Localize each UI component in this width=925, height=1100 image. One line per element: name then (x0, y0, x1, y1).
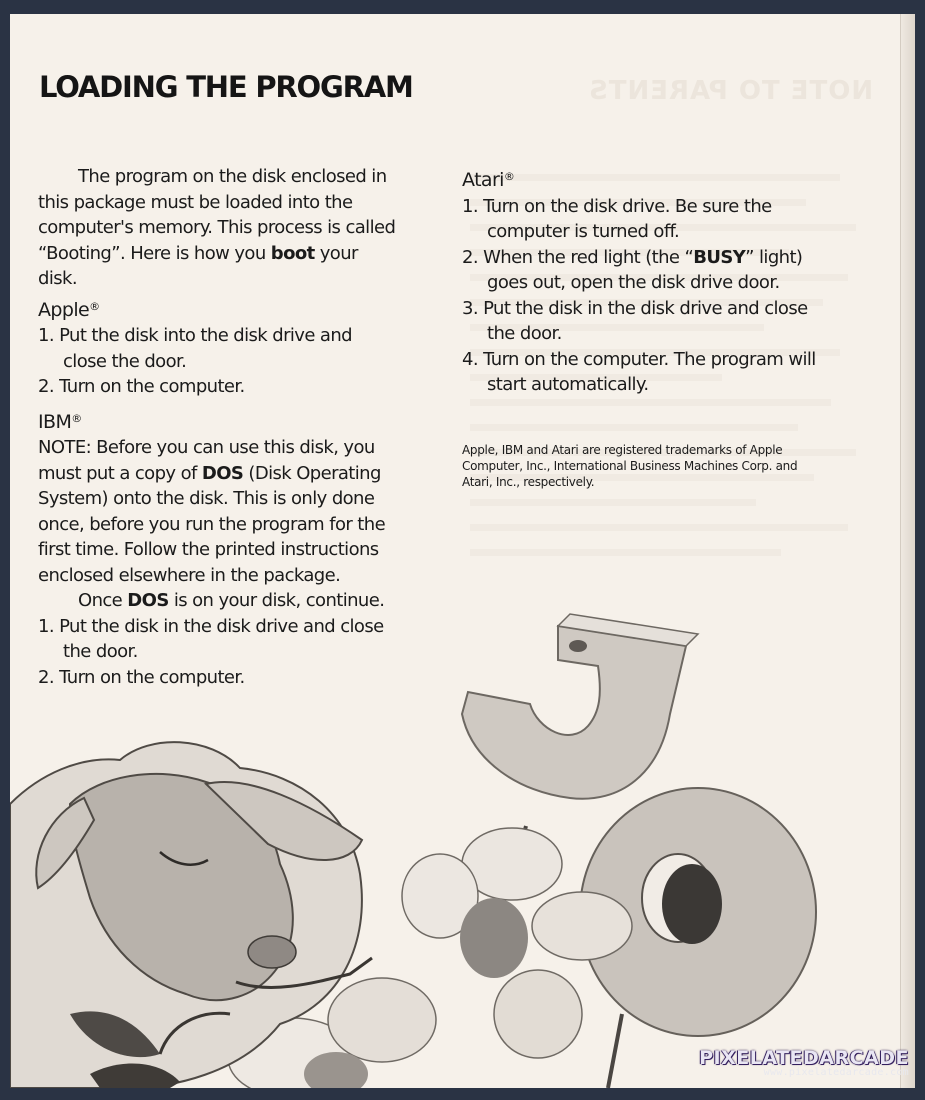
intro-text-end: your disk. (38, 242, 358, 289)
ibm-heading (38, 406, 400, 436)
atari-heading-text: Atari (462, 169, 504, 191)
atari-step2-bold-busy: BUSY (693, 246, 746, 268)
right-column (462, 164, 824, 398)
ibm-registered-mark: ® (71, 411, 82, 425)
ibm-note (38, 435, 400, 588)
intro-text: The program on the disk enclosed in this package must be loaded into the computer's memory. This process is called “Booting”. Here is how you (38, 166, 396, 264)
list-item: 1. Put the disk in the disk drive and close the door. (38, 615, 384, 662)
apple-heading (38, 294, 400, 324)
apple-heading-text: Apple (38, 298, 90, 321)
list-item: 3. Put the disk in the disk drive and close the door. (462, 297, 808, 344)
page-title: LOADING THE PROGRAM (39, 70, 413, 104)
ibm-once-bold-dos: DOS (127, 590, 169, 611)
list-item: 4. Turn on the computer. The program will start automatically. (462, 348, 816, 395)
apple-steps (38, 323, 400, 400)
ibm-steps (38, 614, 400, 691)
atari-steps (462, 194, 824, 398)
atari-heading (462, 164, 824, 194)
atari-step2-text: 2. When the red light (the “ (462, 246, 694, 268)
list-item: 2. Turn on the computer. (38, 666, 245, 688)
atari-step2-text-end: ” light) goes out, open the disk drive door. (487, 246, 803, 293)
ibm-once (38, 588, 400, 614)
ibm-note-text: NOTE: Before you can use this disk, you must put a copy of (38, 437, 375, 484)
letter-j-block-icon (462, 614, 698, 799)
watermark (699, 1047, 909, 1078)
manual-page (10, 14, 915, 1088)
list-item (462, 245, 824, 296)
ibm-once-text-end: is on your disk, continue. (168, 590, 385, 611)
ibm-once-text: Once (78, 590, 128, 611)
apple-registered-mark: ® (89, 299, 100, 313)
watermark-url: www.pixelatedarcade.com (763, 1067, 909, 1078)
list-item: 1. Put the disk into the disk drive and close the door. (38, 325, 352, 372)
ibm-note-bold-dos: DOS (201, 462, 244, 484)
ibm-heading-text: IBM (38, 410, 72, 433)
list-item: 2. Turn on the computer. (38, 376, 245, 397)
trademark-note: Apple, IBM and Atari are registered trademarks of Apple Computer, Inc., International Business Machines Corp. and Atari, Inc., respectively. (462, 443, 798, 489)
ibm-note-text-end: (Disk Operating System) onto the disk. This is only done once, before you run the program for the first time. Follow the printed instructions enclosed elsewhere in the package. (38, 462, 386, 586)
show-through-heading: NOTE TO PARENTS (588, 76, 874, 106)
watermark-name: PIXELATEDARCADE (699, 1047, 909, 1069)
list-item: 1. Turn on the disk drive. Be sure the computer is turned off. (462, 195, 772, 242)
atari-registered-mark: ® (503, 170, 515, 183)
intro-paragraph (38, 164, 400, 292)
intro-bold-boot: boot (270, 242, 315, 264)
left-column (38, 164, 400, 690)
